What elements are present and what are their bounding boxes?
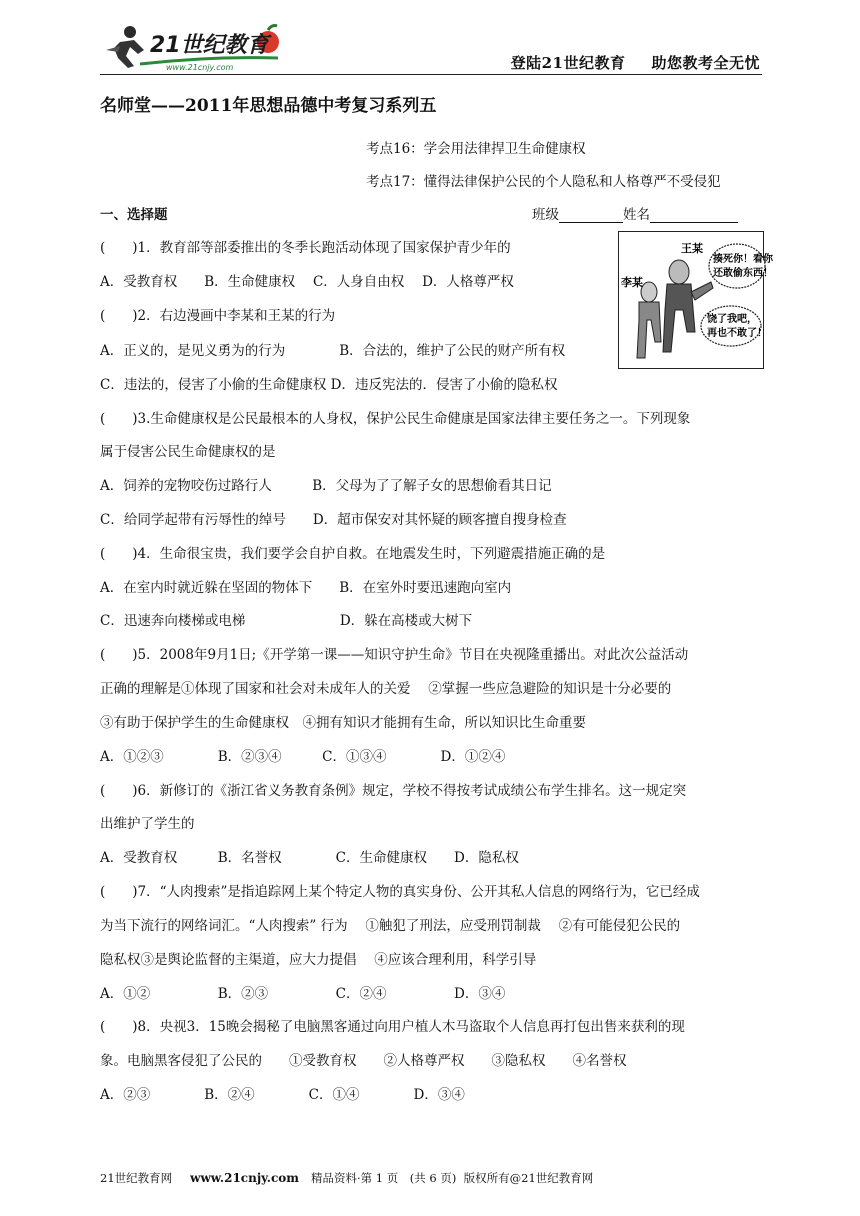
class-blank [559, 208, 623, 223]
footer-site-link[interactable]: www.21cnjy.com [190, 1171, 299, 1185]
logo-url: www.21cnjy.com [166, 63, 234, 72]
class-name-fields [532, 203, 738, 223]
cartoon-name-wang: 王某 [681, 242, 703, 255]
footer-left: 21世纪教育网 [100, 1171, 173, 1185]
bubble1-line2: 还敢偷东西！ [713, 268, 773, 279]
question-line: 为当下流行的网络词汇。“人肉搜索” 行为 ①触犯了刑法，应受刑罚制裁 ②有可能侵犯公民的 [100, 918, 681, 934]
question-line: C．给同学起带有污辱性的绰号 D．超市保安对其怀疑的顾客擅自搜身检查 [100, 512, 567, 528]
question-line: ③有助于保护学生的生命健康权 ④拥有知识才能拥有生命，所以知识比生命重要 [100, 715, 586, 731]
question-line: A．饲养的宠物咬伤过路行人 B．父母为了了解子女的思想偷看其日记 [100, 478, 552, 494]
slogan-left: 登陆21世纪教育 [510, 54, 626, 72]
question-line: ( )2．右边漫画中李某和王某的行为 [100, 308, 336, 324]
name-blank [650, 208, 738, 223]
question-line: ( )3.生命健康权是公民最根本的人身权，保护公民生命健康是国家法律主要任务之一。下列现象 [100, 411, 691, 427]
bubble2-line2: 再也不敢了！ [707, 328, 767, 339]
question-line: C．违法的，侵害了小偷的生命健康权 D．违反宪法的．侵害了小偷的隐私权 [100, 377, 558, 393]
question-line: A．受教育权 B．生命健康权 C．人身自由权 D．人格尊严权 [100, 274, 514, 290]
kaodian-17: 考点17：懂得法律保护公民的个人隐私和人格尊严不受侵犯 [366, 174, 721, 190]
class-label: 班级 [532, 207, 559, 223]
question-line: ( )6．新修订的《浙江省义务教育条例》规定，学校不得按考试成绩公布学生排名。这一规定突 [100, 783, 687, 799]
question-line: ( )5．2008年9月1日;《开学第一课——知识守护生命》节目在央视隆重播出。对此次公益活动 [100, 647, 689, 663]
kaodian-16: 考点16：学会用法律捍卫生命健康权 [366, 141, 586, 157]
cartoon-name-li: 李某 [621, 276, 643, 289]
question-line: 属于侵害公民生命健康权的是 [100, 444, 276, 460]
slogan-right: 助您教考全无忧 [651, 54, 760, 72]
question-line: A．①②③ B．②③④ C．①③④ D．①②④ [100, 749, 506, 765]
page-footer [100, 1170, 593, 1186]
question-line: 出维护了学生的 [100, 816, 195, 832]
cartoon-image [618, 231, 773, 369]
question-line: A．受教育权 B．名誉权 C．生命健康权 D．隐私权 [100, 850, 519, 866]
question-line: ( )8．央视3．15晚会揭秘了电脑黑客通过向用户植人木马盗取个人信息再打包出售来获利的现 [100, 1019, 685, 1035]
question-line: 正确的理解是①体现了国家和社会对未成年人的关爱 ②掌握一些应急避险的知识是十分必要的 [100, 681, 672, 697]
question-line: C．迅速奔向楼梯或电梯 D．躲在高楼或大树下 [100, 613, 473, 629]
question-line: A．②③ B．②④ C．①④ D．③④ [100, 1087, 465, 1103]
question-line: A．①② B．②③ C．②④ D．③④ [100, 986, 506, 1002]
header-slogan [511, 52, 760, 73]
header-divider [100, 74, 762, 75]
footer-page-info: 精品资料·第 1 页 (共 6 页) [310, 1171, 457, 1185]
question-line: ( )4．生命很宝贵，我们要学会自护自救。在地震发生时，下列避震措施正确的是 [100, 546, 606, 562]
question-line: ( )1．教育部等部委推出的冬季长跑活动体现了国家保护青少年的 [100, 240, 511, 256]
question-line: A．正义的，是见义勇为的行为 B．合法的，维护了公民的财产所有权 [100, 343, 566, 359]
question-line: 隐私权③是舆论监督的主渠道，应大力提倡 ④应该合理利用，科学引导 [100, 952, 537, 968]
logo-text: 21世纪教育 [150, 33, 269, 58]
question-line: ( )7．“人肉搜索”是指追踪网上某个特定人物的真实身份、公开其私人信息的网络行为，它已经成 [100, 884, 700, 900]
bubble2-line1: 饶了我吧， [707, 314, 757, 325]
section-title: 一、选择题 [100, 207, 168, 223]
page-title: 名师堂——2011年思想品德中考复习系列五 [100, 96, 437, 116]
footer-copyright: 版权所有@21世纪教育网 [463, 1171, 594, 1185]
site-logo [100, 20, 285, 72]
bubble1-line1: 揍死你！看你 [713, 254, 773, 265]
question-line: A．在室内时就近躲在坚固的物体下 B．在室外时要迅速跑向室内 [100, 580, 512, 596]
name-label: 姓名 [623, 207, 650, 223]
question-line: 象。电脑黑客侵犯了公民的 ①受教育权 ②人格尊严权 ③隐私权 ④名誉权 [100, 1053, 627, 1069]
